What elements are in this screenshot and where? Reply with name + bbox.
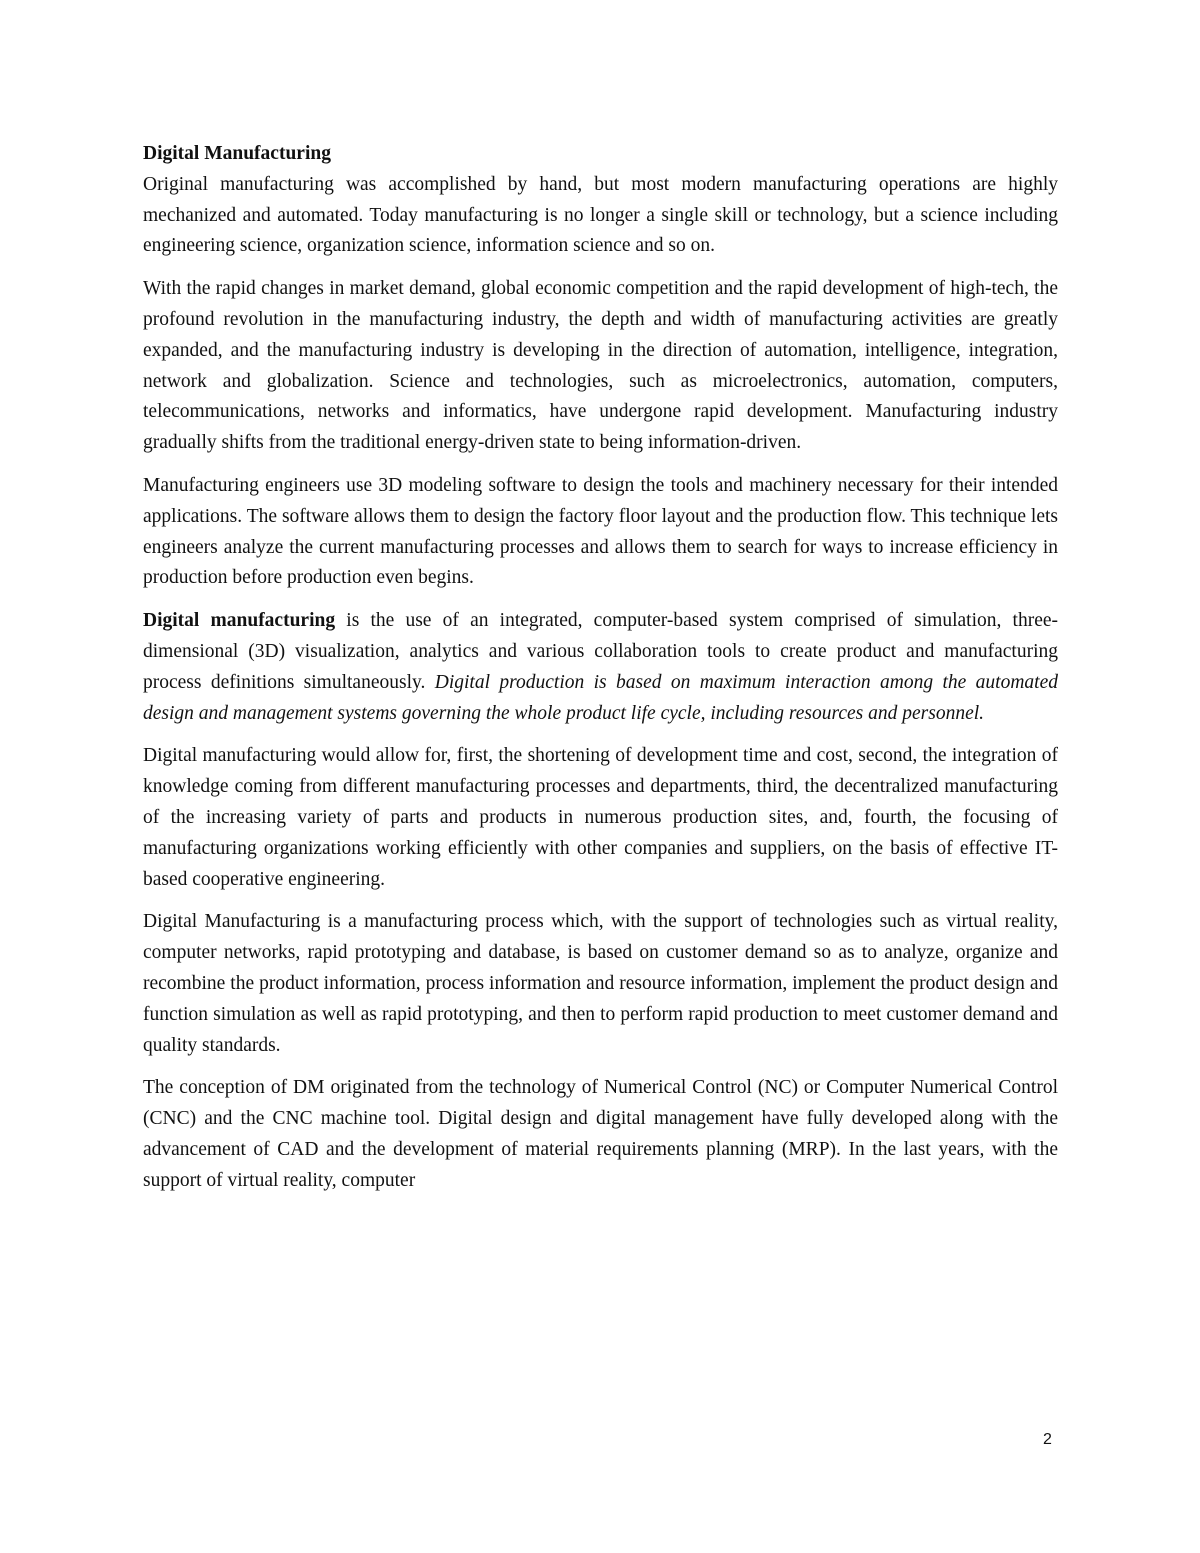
definition-body: is the use of an integrated, computer-based system comprised of simulation, three-dimensional (3D) visualization, analytics and various collaboration tools to create product and manufacturing process definitions simultaneously. xyxy=(143,610,1059,693)
paragraph-5: Digital manufacturing would allow for, first, the shortening of development time and cost, second, the integration of knowledge coming from different manufacturing processes and departments, third, the decentralized manufacturing of the increasing variety of parts and products in numerous production sites, and, fourth, the focusing of manufacturing organizations working efficiently with other companies and suppliers, on the basis of effective IT-based cooperative engineering. xyxy=(143,745,1058,890)
paragraph-1: Original manufacturing was accomplished by hand, but most modern manufacturing operations are highly mechanized and automated. Today manufacturing is no longer a single skill or technology, but a science including engineering science, organization science, information science and so on. xyxy=(143,173,1058,257)
definition-italic: Digital production is based on maximum interaction among the automated design and management systems governing the whole product life cycle, including resources and personnel. xyxy=(143,671,1058,724)
paragraph-6: Digital Manufacturing is a manufacturing process which, with the support of technologies such as virtual reality, computer networks, rapid prototyping and database, is based on customer demand so as to analyze, organize and recombine the product information, process information and resource information, implement the product design and function simulation as well as rapid prototyping, and then to perform rapid production to meet customer demand and quality standards. xyxy=(143,911,1058,1056)
paragraph-3: Manufacturing engineers use 3D modeling software to design the tools and machinery necessary for their intended applications. The software allows them to design the factory floor layout and the production flow. This technique lets engineers analyze the current manufacturing processes and allows them to search for ways to increase efficiency in production before production even begins. xyxy=(143,474,1058,589)
definition-term: Digital manufacturing xyxy=(143,610,336,632)
paragraph-definition xyxy=(143,606,1058,729)
section-heading: Digital Manufacturing xyxy=(143,143,331,164)
paragraph-7: The conception of DM originated from the technology of Numerical Control (NC) or Computer Numerical Control (CNC) and the CNC machine tool. Digital design and digital management have fully developed along with the advancement of CAD and the development of material requirements planning (MRP). In the last years, with the support of virtual reality, computer xyxy=(143,1077,1058,1191)
page-number: 2 xyxy=(1043,1431,1052,1448)
document-body xyxy=(143,139,1058,1209)
paragraph-2: With the rapid changes in market demand, global economic competition and the rapid development of high-tech, the profound revolution in the manufacturing industry, the depth and width of manufacturing activities are greatly expanded, and the manufacturing industry is developing in the direction of automation, intelligence, integration, network and globalization. Science and technologies, such as microelectronics, automation, computers, telecommunications, networks and informatics, have undergone rapid development. Manufacturing industry gradually shifts from the traditional energy-driven state to being information-driven. xyxy=(143,278,1058,454)
